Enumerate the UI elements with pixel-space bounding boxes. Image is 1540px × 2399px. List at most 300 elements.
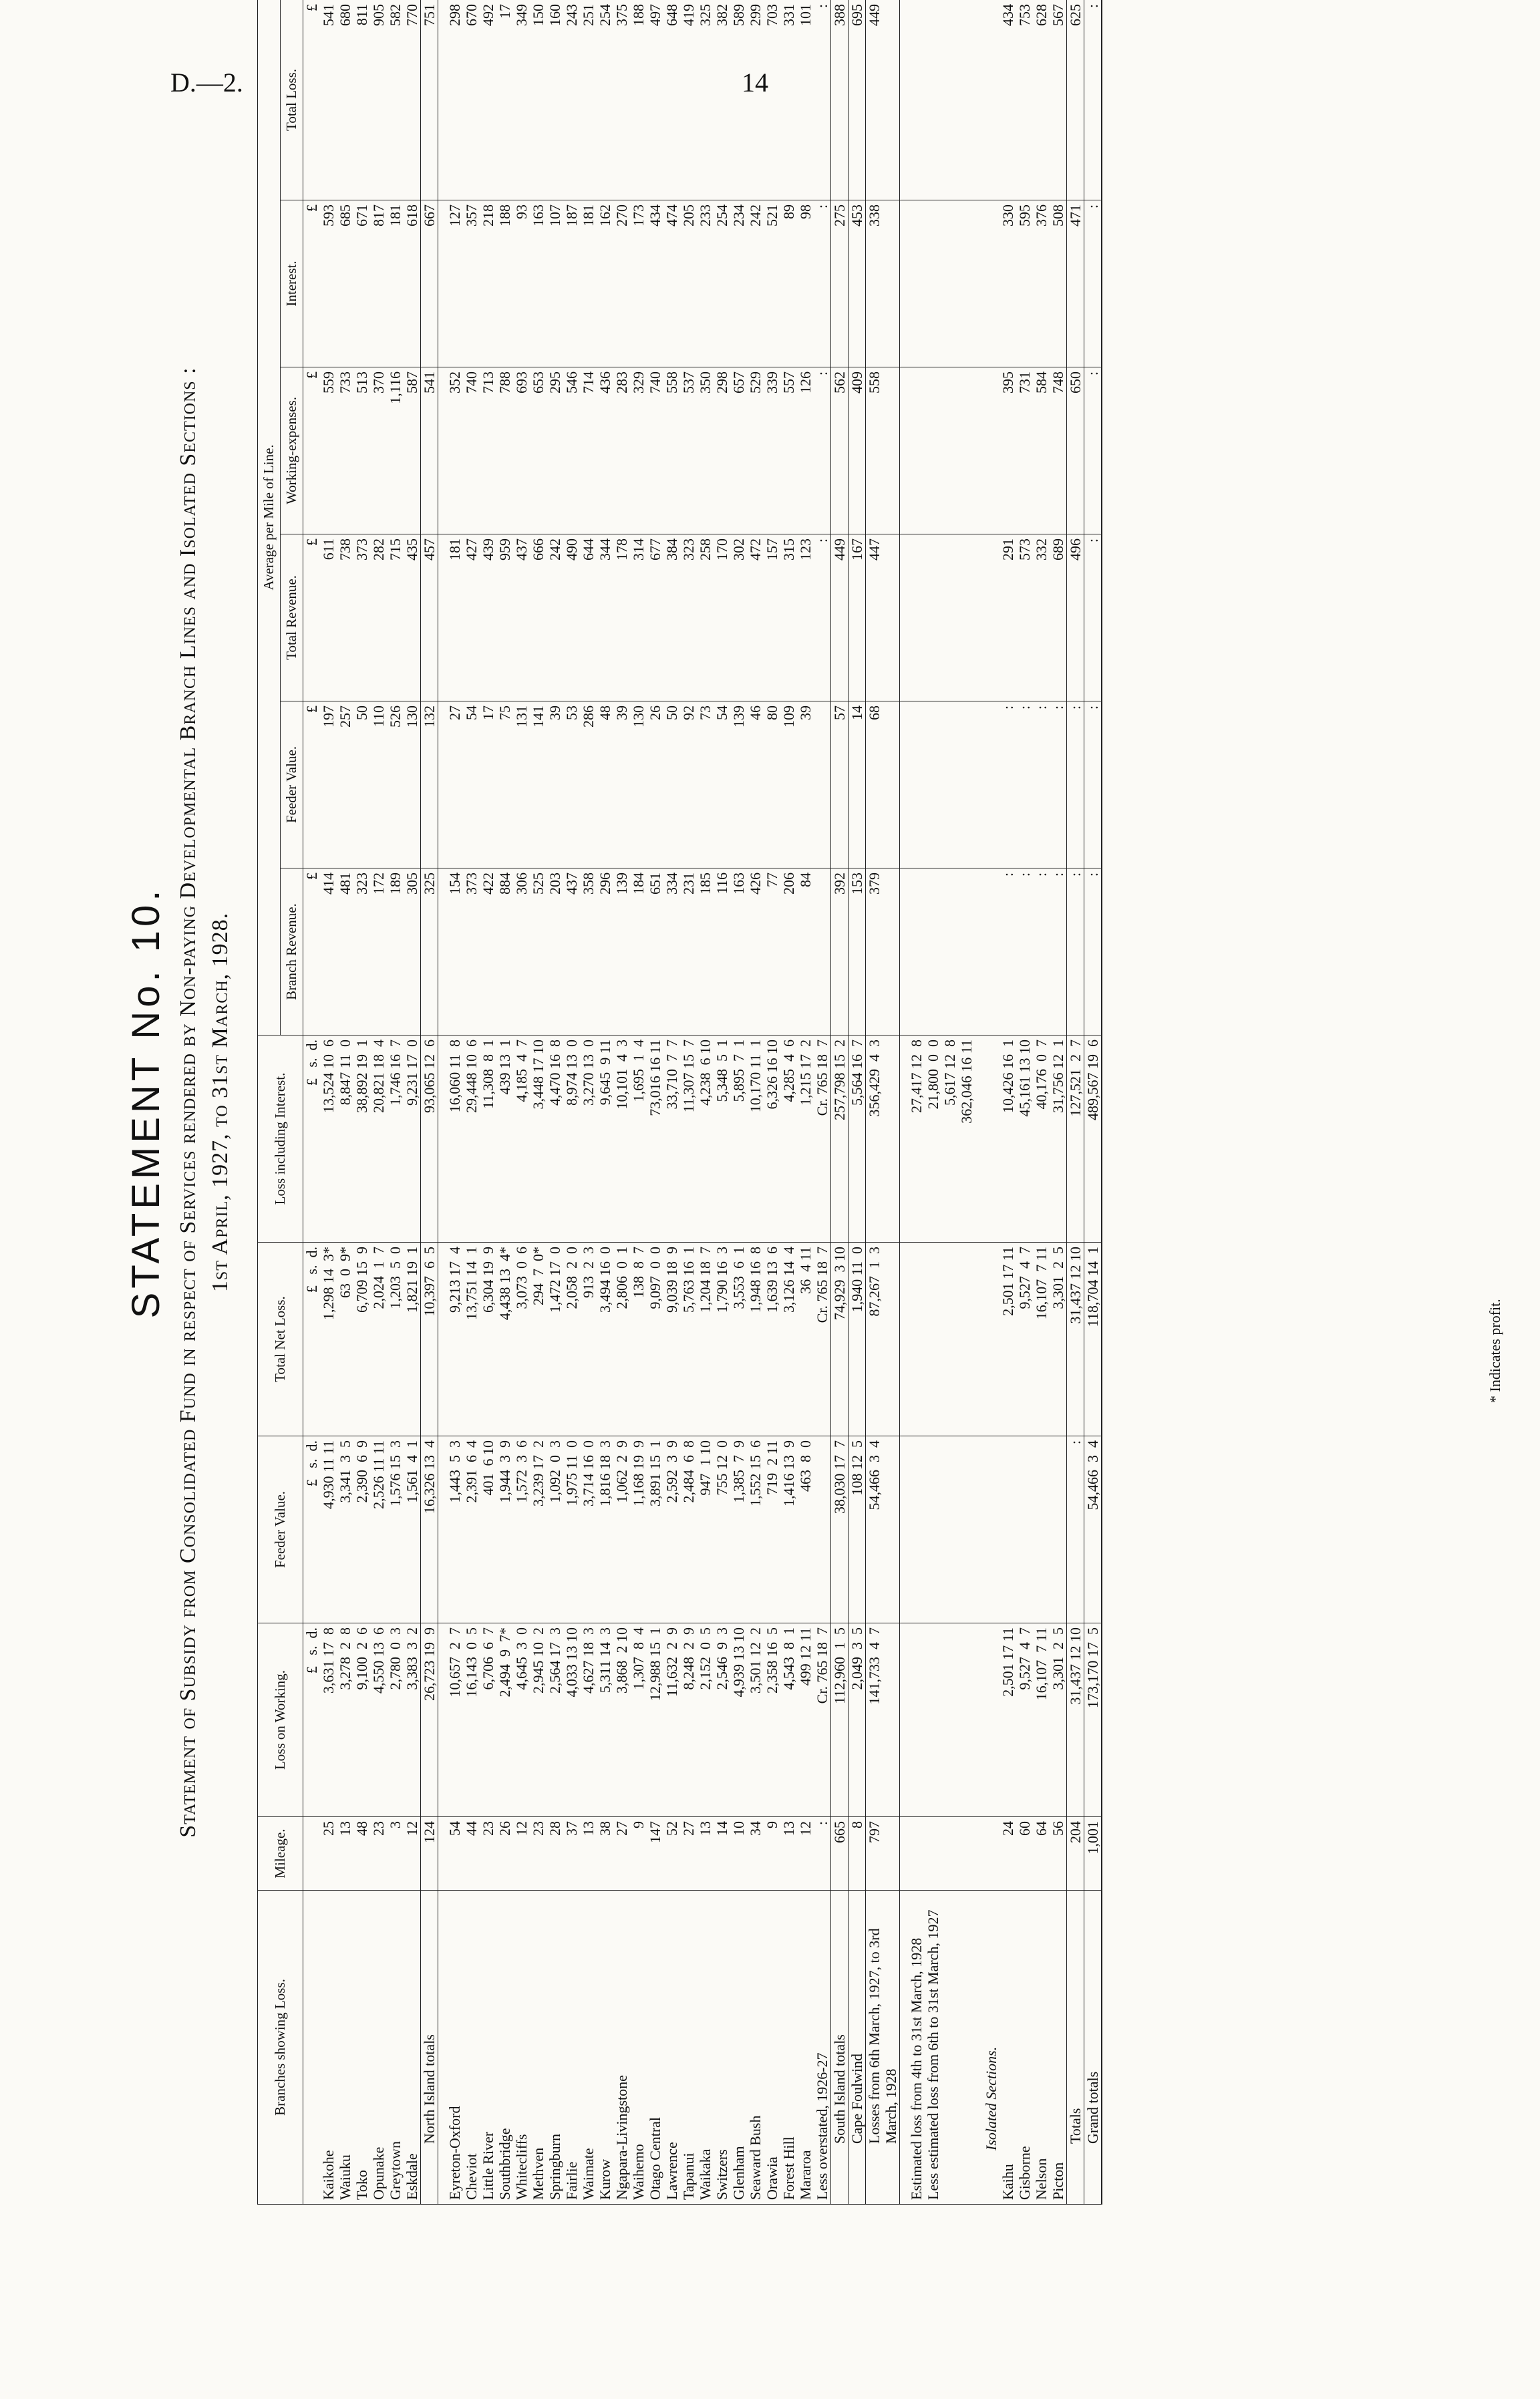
cell-we: 650 [1067,367,1084,534]
cell-li: 10,170 11 1 [747,1035,764,1243]
cell-name: Greytown [387,1891,404,2205]
cell-fd: 53 [563,701,580,868]
isolated-row [1050,0,1067,2205]
cell-name: Seaward Bush [747,1891,764,2205]
south-branch-row [463,0,480,2205]
cell-name: Ngapara-Livingstone [613,1891,630,2205]
cell-tl: 188 [630,0,647,200]
empty-cell [958,200,975,367]
cell-we: 352 [446,367,463,534]
cell-fv: 3,239 17 2 [530,1436,547,1623]
cell-name: Lawrence [663,1891,680,2205]
cell-we: 537 [680,367,697,534]
cell-fv: 54,466 3 4 [866,1436,900,1623]
cell-fv: 719 2 11 [764,1436,780,1623]
cell-nl: 1,821 19 1 [404,1243,421,1436]
cell-li: 31,756 12 1 [1050,1035,1067,1243]
cell-fd: 75 [496,701,513,868]
cell-name: South Island totals [831,1891,849,2205]
cell-tr: 384 [663,534,680,701]
empty-cell [908,868,925,1035]
cell-tl: 17 [496,0,513,200]
cell-mileage: 56 [1050,1817,1067,1891]
cell-lw: 9,527 4 7 [1016,1623,1033,1817]
cell-mileage: 13 [697,1817,714,1891]
cell-tr: 611 [320,534,337,701]
cell-tl: 254 [597,0,613,200]
cell-fd: 39 [547,701,563,868]
cell-tr: 282 [370,534,387,701]
cell-lw: 4,033 13 10 [563,1623,580,1817]
cell-we: 657 [730,367,747,534]
cell-name: Cape Foulwind [849,1891,866,2205]
cell-fd: 80 [764,701,780,868]
cell-we: 126 [797,367,814,534]
spacer-cell [900,1891,909,2205]
empty-cell [908,1436,925,1623]
empty-cell [958,1817,975,1891]
cell-li: 45,161 13 10 [1016,1035,1033,1243]
cell-tl: 299 [747,0,764,200]
cell-tr: 447 [866,534,900,701]
cell-name: Gisborne [1016,1891,1033,2205]
cell-in: 127 [446,200,463,367]
less-estimated-row [925,0,941,2205]
cell-nl: 2,806 0 1 [613,1243,630,1436]
cell-tr: 677 [647,534,663,701]
unit-label: £ [303,868,321,1035]
cell-tr: 323 [680,534,697,701]
cell-fd: 257 [337,701,353,868]
spacer-cell [975,1243,983,1436]
cell-fv: 54,466 3 4 [1084,1436,1102,1623]
cell-br: 296 [597,868,613,1035]
cell-mileage: 37 [563,1817,580,1891]
cell-name: Waihemo [630,1891,647,2205]
cell-fv: 38,030 17 7 [831,1436,849,1623]
cell-mileage: 1,001 [1084,1817,1102,1891]
cell-name: Glenham [730,1891,747,2205]
empty-cell [958,1891,975,2205]
cell-we: 653 [530,367,547,534]
cell-tl: 770 [404,0,421,200]
cell-in: 163 [530,200,547,367]
cell-lw: 3,278 2 8 [337,1623,353,1817]
unit-label: £ s. d. [303,1243,321,1436]
cell-fv: 3,891 15 1 [647,1436,663,1623]
statement-subtitle: Statement of Subsidy from Consolidated Fund in respect of Services rendered by Non-paying Developmental Branch Lines and Isolated Sections : [176,367,200,1838]
col-branch: Branches showing Loss. [258,1891,303,2205]
spacer-cell [900,1243,909,1436]
empty-cell [908,0,925,200]
cell-lw: 26,723 19 9 [421,1623,438,1817]
cell-br: 189 [387,868,404,1035]
cell-mileage: 10 [730,1817,747,1891]
cell-name: Orawia [764,1891,780,2205]
cell-mileage: 12 [797,1817,814,1891]
cell-we: : [814,367,831,534]
cell-fv [1050,1436,1067,1623]
cell-lw: 112,960 1 5 [831,1623,849,1817]
col-feeder-value: Feeder Value. [258,1436,303,1623]
grand-total-row [1084,0,1102,2205]
cell-we: 557 [780,367,797,534]
cell-we: 584 [1033,367,1050,534]
cell-tr: 959 [496,534,513,701]
cell-li: Cr. 765 18 7 [814,1035,831,1243]
south-branch-row [613,0,630,2205]
cell-nl: 9,097 0 0 [647,1243,663,1436]
cell-li: 1,746 16 7 [387,1035,404,1243]
cell-nl: 3,126 14 4 [780,1243,797,1436]
cell-lw: 31,437 12 10 [1067,1623,1084,1817]
cell-we: 1,116 [387,367,404,534]
cell-li: 9,231 17 0 [404,1035,421,1243]
north-branch-row [387,0,404,2205]
cell-tl: 811 [353,0,370,200]
spacer-cell [438,868,447,1035]
spacer-cell [975,701,983,868]
spacer-cell [900,1436,909,1623]
empty-cell [925,1243,941,1436]
col-mileage: Mileage. [258,1817,303,1891]
south-branch-row [697,0,714,2205]
difference-row [941,0,958,2205]
cell-mileage: 27 [680,1817,697,1891]
cell-tl: 375 [613,0,630,200]
cell-nl: 16,107 7 11 [1033,1243,1050,1436]
spacer-cell [900,701,909,868]
cell-tr: 302 [730,534,747,701]
col-total-loss: Total Loss. [281,0,303,200]
empty-cell [983,868,999,1035]
cell-name: Waikaka [697,1891,714,2205]
cell-fv [999,1436,1016,1623]
cell-li: 93,065 12 6 [421,1035,438,1243]
col-net-loss: Total Net Loss. [258,1243,303,1436]
cell-lw: 3,868 2 10 [613,1623,630,1817]
cell-tr: 373 [353,534,370,701]
cell-fd: 109 [780,701,797,868]
cell-nl: 31,437 12 10 [1067,1243,1084,1436]
cell-tl: 670 [463,0,480,200]
cell-we: 558 [866,367,900,534]
cell-fd: 39 [797,701,814,868]
cell-li: 362,046 16 11 [958,1035,975,1243]
spacer-cell [438,367,447,534]
cell-mileage: 9 [630,1817,647,1891]
cell-tl: 150 [530,0,547,200]
cell-fd: : [1067,701,1084,868]
cell-we: 788 [496,367,513,534]
cell-we: 740 [647,367,663,534]
cell-br: : [1084,868,1102,1035]
empty-cell [925,1623,941,1817]
cell-fd: 141 [530,701,547,868]
cell-in: 595 [1016,200,1033,367]
cell-tl: 298 [446,0,463,200]
cell-fd: 110 [370,701,387,868]
col-group-average: Average per Mile of Line. [258,0,281,1035]
empty-cell [983,1243,999,1436]
cell-br: 373 [463,868,480,1035]
cell-we: 295 [547,367,563,534]
cell-we: 731 [1016,367,1033,534]
cell-fv: 3,714 16 0 [580,1436,597,1623]
cell-lw: 141,733 4 7 [866,1623,900,1817]
isolated-heading-row [983,0,999,2205]
cell-tr: 457 [421,534,438,701]
south-branch-row [446,0,463,2205]
cell-nl: 3,553 6 1 [730,1243,747,1436]
empty-cell [958,701,975,868]
cell-br: 358 [580,868,597,1035]
cell-we: 350 [697,367,714,534]
cell-li: 356,429 4 3 [866,1035,900,1243]
cell-nl: 5,763 16 1 [680,1243,697,1436]
north-branch-row [370,0,387,2205]
cell-tr: 258 [697,534,714,701]
cell-nl: 138 8 7 [630,1243,647,1436]
isolated-heading: Isolated Sections. [983,1891,999,2205]
cell-name: Toko [353,1891,370,2205]
cell-nl: 1,790 16 3 [714,1243,730,1436]
cell-name: Whitecliffs [513,1891,530,2205]
cell-in: 89 [780,200,797,367]
cell-lw: 2,494 9 7* [496,1623,513,1817]
cell-tl: 349 [513,0,530,200]
spacer-cell [438,1035,447,1243]
cell-nl: 10,397 6 5 [421,1243,438,1436]
col-branch-revenue: Branch Revenue. [281,868,303,1035]
south-branch-row [513,0,530,2205]
cell-tr: : [814,534,831,701]
cell-fv: 2,391 6 4 [463,1436,480,1623]
cell-we: 714 [580,367,597,534]
cell-br: 185 [697,868,714,1035]
empty-cell [941,1243,958,1436]
cell-tl: 388 [831,0,849,200]
col-loss-interest: Loss including Interest. [258,1035,303,1243]
cell-name: Losses from 6th March, 1927, to 3rd March, 1928 [866,1891,900,2205]
cell-tr: 689 [1050,534,1067,701]
cell-tl: 492 [480,0,496,200]
cell-li: 38,892 19 1 [353,1035,370,1243]
cell-br: 422 [480,868,496,1035]
cell-name: Little River [480,1891,496,2205]
cell-lw: 10,657 2 7 [446,1623,463,1817]
cell-li: 16,060 11 8 [446,1035,463,1243]
empty-cell [983,0,999,200]
south-branch-row [563,0,580,2205]
cell-mileage: 28 [547,1817,563,1891]
unit-label: £ s. d. [303,1436,321,1623]
cell-tr: 644 [580,534,597,701]
col-loss-working: Loss on Working. [258,1623,303,1817]
cell-tr: 181 [446,534,463,701]
spacer-cell [900,868,909,1035]
cell-br: 325 [421,868,438,1035]
cell-tr: 472 [747,534,764,701]
cell-tl: 625 [1067,0,1084,200]
cell-lw: 499 12 11 [797,1623,814,1817]
cell-mileage: 13 [580,1817,597,1891]
col-feeder: Feeder Value. [281,701,303,868]
cell-li: 29,448 10 6 [463,1035,480,1243]
cell-tr: 738 [337,534,353,701]
cell-br: 414 [320,868,337,1035]
cell-we: 693 [513,367,530,534]
cape-foulwind-row [849,0,866,2205]
south-branch-row [680,0,697,2205]
cell-mileage: 44 [463,1817,480,1891]
cell-fv: 1,944 3 9 [496,1436,513,1623]
cell-fd: 139 [730,701,747,868]
cell-li: 3,448 17 10 [530,1035,547,1243]
cell-fd: 130 [404,701,421,868]
cell-name: Kurow [597,1891,613,2205]
col-total-revenue: Total Revenue. [281,534,303,701]
south-branch-row [597,0,613,2205]
south-branch-row [814,0,831,2205]
isolated-row [999,0,1016,2205]
cell-lw: 3,383 3 2 [404,1623,421,1817]
cell-we: 529 [747,367,764,534]
cell-in: 205 [680,200,697,367]
cell-lw: 4,939 13 10 [730,1623,747,1817]
empty-cell [925,367,941,534]
cell-we: 436 [597,367,613,534]
cell-li: 4,238 6 10 [697,1035,714,1243]
north-branch-row [337,0,353,2205]
cell-tr: 315 [780,534,797,701]
cell-br: 206 [780,868,797,1035]
cell-fd: 197 [320,701,337,868]
cell-in: 357 [463,200,480,367]
cell-tr: 573 [1016,534,1033,701]
estimated-loss-row [908,0,925,2205]
cell-li: 257,798 15 2 [831,1035,849,1243]
cell-nl: 1,203 5 0 [387,1243,404,1436]
empty-cell [908,1623,925,1817]
cell-br: 525 [530,868,547,1035]
empty-cell [908,1817,925,1891]
north-branch-row [320,0,337,2205]
cell-tr: 242 [547,534,563,701]
cell-in: 270 [613,200,630,367]
spacer-cell [975,1891,983,2205]
cell-lw: 4,645 3 0 [513,1623,530,1817]
cell-we: 370 [370,367,387,534]
cell-nl: 6,304 19 9 [480,1243,496,1436]
cell-lw: 11,632 2 9 [663,1623,680,1817]
cell-br: 172 [370,868,387,1035]
cell-fv [814,1436,831,1623]
cell-br: : [1033,868,1050,1035]
cell-tl: 497 [647,0,663,200]
cell-tr: 435 [404,534,421,701]
cell-name: Totals [1067,1891,1084,2205]
cell-name: Tapanui [680,1891,697,2205]
unit-label: £ [303,701,321,868]
cell-in: 330 [999,200,1016,367]
cell-in: 338 [866,200,900,367]
document-code: D.—2. [170,67,243,98]
cell-mileage: 13 [337,1817,353,1891]
cell-li: 6,326 16 10 [764,1035,780,1243]
unit-label: £ [303,0,321,200]
cell-in: 453 [849,200,866,367]
cell-li: 1,695 1 4 [630,1035,647,1243]
subsidy-table [257,0,1102,2205]
cell-name: Mararoa [797,1891,814,2205]
cell-we: 283 [613,367,630,534]
cell-in: 521 [764,200,780,367]
cell-we: 558 [663,367,680,534]
sum-row [958,0,975,2205]
cell-in: 162 [597,200,613,367]
cell-name: Waiuku [337,1891,353,2205]
cell-mileage: 34 [747,1817,764,1891]
cell-lw: 9,100 2 6 [353,1623,370,1817]
col-interest: Interest. [281,200,303,367]
cell-fd: 27 [446,701,463,868]
cell-fd: 132 [421,701,438,868]
cell-fv: 947 1 10 [697,1436,714,1623]
cell-fd: 68 [866,701,900,868]
cell-br: 651 [647,868,663,1035]
empty-cell [958,0,975,200]
cell-mileage: 8 [849,1817,866,1891]
cell-br: 163 [730,868,747,1035]
empty-cell [958,1243,975,1436]
cell-in: 667 [421,200,438,367]
cell-fd: : [1084,701,1102,868]
cell-mileage: 665 [831,1817,849,1891]
empty-cell [941,868,958,1035]
cell-tl: 589 [730,0,747,200]
isolated-total-row [1067,0,1084,2205]
cell-name: Methven [530,1891,547,2205]
cell-br: 84 [797,868,814,1035]
cell-lw: 2,358 16 5 [764,1623,780,1817]
empty-cell [941,1623,958,1817]
spacer-cell [900,1035,909,1243]
empty-cell [908,701,925,868]
cell-fd: 50 [663,701,680,868]
cell-mileage: 12 [513,1817,530,1891]
south-branch-row [747,0,764,2205]
cell-fv: 1,572 3 6 [513,1436,530,1623]
cell-in: 98 [797,200,814,367]
cell-mileage: 204 [1067,1817,1084,1891]
spacer-cell [438,0,447,200]
cell-nl: 1,940 11 0 [849,1243,866,1436]
cell-in: 593 [320,200,337,367]
cell-fd: 131 [513,701,530,868]
cell-name: Picton [1050,1891,1067,2205]
cell-lw: 2,780 0 3 [387,1623,404,1817]
cell-tr: 178 [613,534,630,701]
south-branch-row [663,0,680,2205]
cell-tl: 243 [563,0,580,200]
cell-li: 33,710 7 7 [663,1035,680,1243]
empty-cell [958,1436,975,1623]
cell-nl: 9,213 17 4 [446,1243,463,1436]
south-branch-row [764,0,780,2205]
cell-fd: 130 [630,701,647,868]
cell-fd: 14 [849,701,866,868]
